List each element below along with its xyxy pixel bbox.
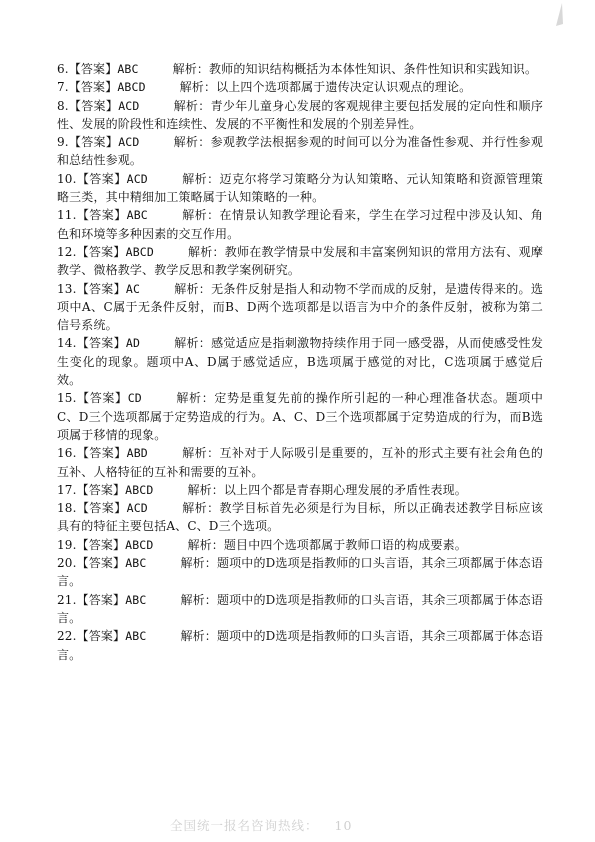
answer-tag: 【答案】 (68, 98, 119, 113)
analysis-text: 迈克尔将学习策略分为认知策略、元认知策略和资源管理策略三类，其中精细加工策略属于认知策略的一种。 (57, 171, 543, 205)
analysis-label: 解析： (179, 80, 217, 95)
entry-number: 7. (57, 80, 69, 95)
analysis-text: 定势是重复先前的操作所引起的一种心理准备状态。题项中C、D三个选项都属于定势造成的行为。A、C、D三个选项都属于定势造成的行为，而B选项属于移情的现象。 (57, 391, 544, 442)
analysis-label: 解析： (187, 482, 224, 497)
entry-number: 8. (57, 98, 69, 113)
entry-number: 20. (57, 556, 77, 571)
answer-entry (57, 444, 543, 481)
answer-value: ACD (126, 171, 148, 186)
answer-entry (57, 499, 543, 536)
analysis-text: 互补对于人际吸引是重要的，互补的形式主要有社会角色的互补、人格特征的互补和需要的互补。 (57, 446, 543, 479)
answer-value: ACD (118, 135, 140, 150)
analysis-label: 解析： (180, 629, 217, 644)
answer-value: ABC (125, 556, 147, 571)
answer-tag: 【答案】 (76, 391, 128, 406)
entry-number: 15. (57, 391, 77, 406)
analysis-label: 解析： (173, 135, 211, 150)
entry-number: 14. (57, 336, 77, 351)
footer-hotline: 全国统一报名咨询热线： (170, 818, 319, 833)
analysis-label: 解析： (174, 281, 212, 296)
analysis-text: 教师在教学情景中发展和丰富案例知识的常用方法有、观摩教学、微格教学、教学反思和教学案例研究。 (57, 244, 543, 278)
answer-entry (57, 170, 543, 207)
entry-number: 17. (57, 482, 77, 497)
analysis-label: 解析： (174, 336, 212, 351)
answer-entry (57, 206, 543, 243)
answer-tag: 【答案】 (76, 537, 126, 552)
analysis-text: 在情景认知教学理论看来，学生在学习过程中涉及认知、角色和环境等多种因素的交互作用。 (57, 208, 543, 241)
answer-tag: 【答案】 (76, 208, 127, 223)
entry-number: 16. (57, 446, 77, 461)
analysis-text: 题项中的D选项是指教师的口头言语，其余三项都属于体态语言。 (57, 592, 543, 625)
answer-value: ABC (126, 208, 148, 223)
answer-entry (57, 389, 543, 444)
entry-number: 12. (57, 244, 77, 259)
analysis-label: 解析： (187, 244, 225, 259)
answer-entry (57, 97, 543, 134)
analysis-label: 解析： (181, 171, 220, 186)
analysis-label: 解析： (181, 446, 220, 461)
analysis-text: 教学目标首先必须是行为目标，所以正确表述教学目标应该具有的特征主要包括A、C、D三个选项。 (57, 501, 543, 534)
answer-entry (57, 481, 543, 499)
answer-entry (57, 280, 543, 335)
entry-number: 19. (57, 537, 77, 552)
answer-value: CD (127, 391, 142, 406)
analysis-text: 感觉适应是指刺激物持续作用于同一感受器，从而使感受性发生变化的现象。题项中A、D属于感觉适应，B选项属于感觉的对比，C选项属于感觉后效。 (57, 336, 543, 388)
answer-entry (57, 627, 543, 664)
answer-entry (57, 133, 543, 170)
analysis-text: 无条件反射是指人和动物不学而成的反射，是遗传得来的。选项中A、C属于无条件反射，而B、D两个选项都是以语言为中介的条件反射，被称为第二信号系统。 (57, 281, 543, 333)
answer-entry (57, 591, 543, 628)
answer-tag: 【答案】 (68, 80, 118, 95)
answer-value: ACD (126, 501, 148, 516)
answer-tag: 【答案】 (76, 281, 126, 296)
page-number: 10 (334, 818, 353, 833)
answer-value: AC (125, 281, 141, 296)
analysis-text: 以上四个都是青春期心理发展的矛盾性表现。 (223, 482, 467, 497)
entry-number: 13. (57, 281, 77, 296)
analysis-text: 以上四个选项都属于遗传决定认识观点的理论。 (216, 80, 472, 95)
answer-entry (57, 60, 543, 78)
entry-number: 6. (57, 62, 69, 76)
answer-value: ABCD (125, 537, 154, 552)
answer-tag: 【答案】 (76, 501, 127, 516)
entry-number: 11. (57, 208, 77, 223)
answer-value: ABCD (125, 244, 154, 259)
entry-number: 10. (57, 171, 77, 186)
analysis-text: 题目中四个选项都属于教师口语的构成要素。 (223, 537, 467, 552)
analysis-label: 解析： (172, 62, 210, 76)
answer-entry (57, 243, 543, 280)
entry-number: 22. (57, 629, 77, 644)
answer-tag: 【答案】 (76, 171, 127, 186)
analysis-label: 解析： (181, 208, 220, 223)
analysis-text: 题项中的D选项是指教师的口头言语，其余三项都属于体态语言。 (57, 629, 543, 662)
entry-number: 9. (57, 135, 69, 150)
answer-entry (57, 536, 543, 554)
answer-list (57, 60, 543, 664)
answer-value: ABC (125, 592, 147, 607)
analysis-label: 解析： (181, 501, 220, 516)
answer-value: ACD (118, 98, 140, 113)
corner-mark-graphic (554, 2, 564, 28)
page-footer (170, 816, 352, 834)
analysis-text: 教师的知识结构概括为本体性知识、条件性知识和实践知识。 (209, 62, 538, 76)
answer-entry (57, 334, 543, 389)
answer-value: AD (125, 336, 141, 351)
analysis-label: 解析： (180, 592, 217, 607)
answer-value: ABD (126, 446, 148, 461)
answer-tag: 【答案】 (76, 336, 126, 351)
entry-number: 21. (57, 592, 77, 607)
answer-value: ABC (125, 629, 147, 644)
answer-value: ABC (117, 62, 139, 76)
analysis-text: 青少年儿童身心发展的客观规律主要包括发展的定向性和顺序性、发展的阶段性和连续性、发展的不平衡性和发展的个别差异性。 (57, 98, 543, 131)
analysis-label: 解析： (175, 391, 215, 406)
analysis-text: 题项中的D选项是指教师的口头言语，其余三项都属于体态语言。 (57, 556, 543, 589)
answer-tag: 【答案】 (76, 482, 126, 497)
entry-number: 18. (57, 501, 77, 516)
answer-tag: 【答案】 (68, 135, 119, 150)
answer-tag: 【答案】 (76, 446, 127, 461)
answer-tag: 【答案】 (76, 244, 126, 259)
answer-entry (57, 78, 543, 96)
answer-tag: 【答案】 (76, 592, 126, 607)
analysis-label: 解析： (173, 98, 211, 113)
answer-tag: 【答案】 (76, 556, 126, 571)
analysis-label: 解析： (187, 537, 224, 552)
answer-tag: 【答案】 (76, 629, 126, 644)
answer-entry (57, 554, 543, 591)
answer-value: ABCD (125, 482, 154, 497)
analysis-text: 参观教学法根据参观的时间可以分为准备性参观、并行性参观和总结性参观。 (57, 135, 543, 168)
answer-value: ABCD (117, 80, 146, 95)
analysis-label: 解析： (180, 556, 217, 571)
answer-tag: 【答案】 (68, 62, 118, 76)
